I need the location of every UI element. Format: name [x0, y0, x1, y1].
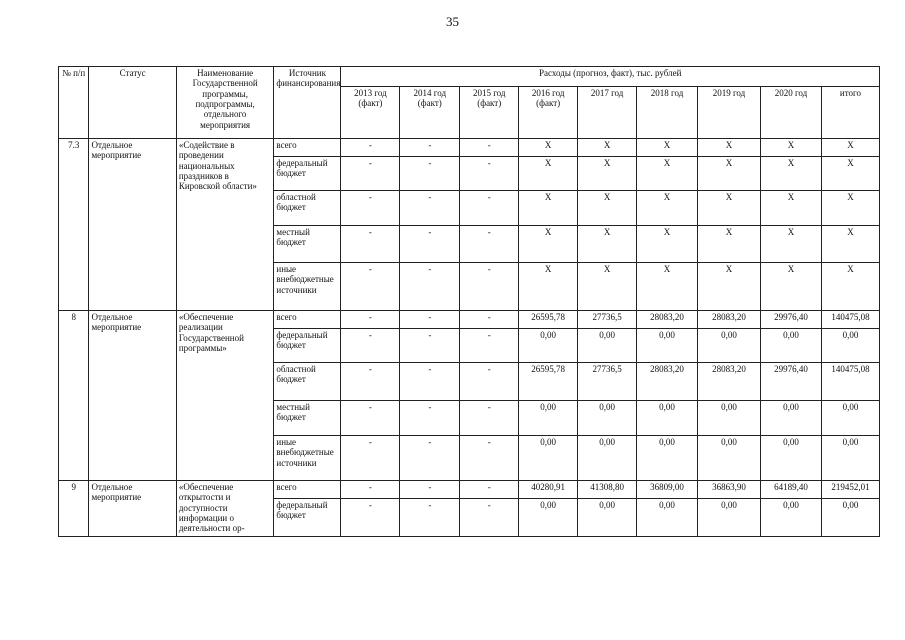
value-cell: - — [341, 139, 400, 157]
value-cell: 0,00 — [519, 499, 578, 537]
row-number: 7.3 — [59, 139, 89, 311]
value-cell: 29976,40 — [760, 363, 821, 401]
value-cell: X — [519, 157, 578, 191]
page-number: 35 — [446, 14, 459, 29]
value-cell: - — [341, 499, 400, 537]
value-cell: X — [519, 226, 578, 263]
header-num: № п/п — [59, 67, 89, 139]
value-cell: - — [341, 191, 400, 226]
funding-source-cell: иные внебюджетные источники — [274, 436, 341, 481]
value-cell: X — [698, 263, 761, 311]
value-cell: 0,00 — [519, 401, 578, 436]
status-cell: Отдельное мероприятие — [89, 481, 176, 537]
value-cell: X — [760, 191, 821, 226]
status-cell: Отдельное мероприятие — [89, 311, 176, 481]
value-cell: 0,00 — [637, 329, 698, 363]
value-cell: 0,00 — [578, 401, 637, 436]
value-cell: X — [519, 191, 578, 226]
value-cell: 28083,20 — [637, 311, 698, 329]
value-cell: 0,00 — [637, 499, 698, 537]
total-cell: X — [821, 226, 879, 263]
value-cell: X — [578, 139, 637, 157]
value-cell: X — [578, 226, 637, 263]
value-cell: 0,00 — [698, 401, 761, 436]
value-cell: 0,00 — [698, 436, 761, 481]
total-cell: X — [821, 191, 879, 226]
value-cell: X — [698, 139, 761, 157]
header-year: 2020 год — [760, 87, 821, 139]
value-cell: - — [460, 139, 519, 157]
value-cell: X — [698, 157, 761, 191]
header-expenses: Расходы (прогноз, факт), тыс. рублей — [341, 67, 880, 87]
value-cell: 64189,40 — [760, 481, 821, 499]
header-year: 2017 год — [578, 87, 637, 139]
header-year: 2016 год (факт) — [519, 87, 578, 139]
program-name-cell: «Содействие в проведении национальных праздников в Кировской области» — [176, 139, 274, 311]
value-cell: 26595,78 — [519, 363, 578, 401]
funding-source-cell: федеральный бюджет — [274, 329, 341, 363]
funding-source-cell: областной бюджет — [274, 191, 341, 226]
value-cell: - — [460, 191, 519, 226]
budget-table — [58, 66, 880, 537]
value-cell: - — [460, 481, 519, 499]
total-cell: 140475,08 — [821, 363, 879, 401]
funding-source-cell: федеральный бюджет — [274, 157, 341, 191]
value-cell: - — [341, 311, 400, 329]
value-cell: 28083,20 — [698, 363, 761, 401]
value-cell: - — [400, 401, 460, 436]
value-cell: - — [460, 263, 519, 311]
value-cell: X — [578, 191, 637, 226]
header-source: Источник финансирования — [274, 67, 341, 139]
header-year: 2013 год (факт) — [341, 87, 400, 139]
value-cell: X — [519, 139, 578, 157]
total-cell: X — [821, 263, 879, 311]
total-cell: X — [821, 157, 879, 191]
value-cell: 0,00 — [578, 436, 637, 481]
value-cell: - — [400, 263, 460, 311]
value-cell: - — [460, 436, 519, 481]
funding-source-cell: местный бюджет — [274, 401, 341, 436]
value-cell: - — [400, 329, 460, 363]
value-cell: 36863,90 — [698, 481, 761, 499]
header-total: итого — [821, 87, 879, 139]
value-cell: 0,00 — [519, 329, 578, 363]
value-cell: X — [637, 263, 698, 311]
value-cell: - — [400, 226, 460, 263]
value-cell: 0,00 — [637, 436, 698, 481]
value-cell: X — [519, 263, 578, 311]
funding-source-cell: областной бюджет — [274, 363, 341, 401]
total-cell: 0,00 — [821, 436, 879, 481]
row-number: 9 — [59, 481, 89, 537]
header-year: 2018 год — [637, 87, 698, 139]
value-cell: - — [460, 311, 519, 329]
table-row — [59, 481, 880, 499]
value-cell: - — [400, 499, 460, 537]
funding-source-cell: местный бюджет — [274, 226, 341, 263]
table-row — [59, 139, 880, 157]
program-name-cell: «Обеспечение реализации Государственной программы» — [176, 311, 274, 481]
value-cell: - — [341, 157, 400, 191]
header-year: 2015 год (факт) — [460, 87, 519, 139]
header-year: 2019 год — [698, 87, 761, 139]
value-cell: - — [341, 329, 400, 363]
funding-source-cell: всего — [274, 481, 341, 499]
funding-source-cell: иные внебюджетные источники — [274, 263, 341, 311]
value-cell: - — [460, 401, 519, 436]
value-cell: - — [400, 157, 460, 191]
value-cell: 0,00 — [760, 401, 821, 436]
value-cell: X — [760, 157, 821, 191]
value-cell: 0,00 — [698, 499, 761, 537]
funding-source-cell: всего — [274, 311, 341, 329]
status-cell: Отдельное мероприятие — [89, 139, 176, 311]
value-cell: X — [637, 157, 698, 191]
value-cell: 0,00 — [637, 401, 698, 436]
value-cell: 0,00 — [698, 329, 761, 363]
value-cell: X — [637, 139, 698, 157]
value-cell: 0,00 — [578, 499, 637, 537]
value-cell: 0,00 — [760, 436, 821, 481]
value-cell: 0,00 — [760, 499, 821, 537]
funding-source-cell: всего — [274, 139, 341, 157]
value-cell: - — [460, 226, 519, 263]
value-cell: 27736,5 — [578, 311, 637, 329]
program-name-cell: «Обеспечение открытости и доступности информации о деятельности ор- — [176, 481, 274, 537]
value-cell: - — [460, 363, 519, 401]
value-cell: 27736,5 — [578, 363, 637, 401]
value-cell: 28083,20 — [637, 363, 698, 401]
value-cell: 29976,40 — [760, 311, 821, 329]
row-number: 8 — [59, 311, 89, 481]
header-status: Статус — [89, 67, 176, 139]
value-cell: X — [578, 157, 637, 191]
value-cell: X — [637, 191, 698, 226]
total-cell: 140475,08 — [821, 311, 879, 329]
value-cell: X — [760, 263, 821, 311]
total-cell: X — [821, 139, 879, 157]
value-cell: - — [341, 363, 400, 401]
value-cell: - — [400, 481, 460, 499]
value-cell: - — [341, 401, 400, 436]
value-cell: X — [637, 226, 698, 263]
value-cell: - — [400, 191, 460, 226]
value-cell: - — [341, 263, 400, 311]
total-cell: 0,00 — [821, 329, 879, 363]
value-cell: X — [760, 226, 821, 263]
value-cell: - — [341, 226, 400, 263]
funding-source-cell: федеральный бюджет — [274, 499, 341, 537]
value-cell: X — [760, 139, 821, 157]
header-name: Наименование Государственной программы, подпрограммы, отдельного мероприятия — [176, 67, 274, 139]
total-cell: 219452,01 — [821, 481, 879, 499]
value-cell: X — [578, 263, 637, 311]
value-cell: 0,00 — [519, 436, 578, 481]
value-cell: 40280,91 — [519, 481, 578, 499]
value-cell: 0,00 — [578, 329, 637, 363]
value-cell: - — [341, 481, 400, 499]
value-cell: - — [400, 311, 460, 329]
value-cell: 28083,20 — [698, 311, 761, 329]
value-cell: - — [400, 139, 460, 157]
value-cell: - — [400, 436, 460, 481]
value-cell: X — [698, 191, 761, 226]
header-year: 2014 год (факт) — [400, 87, 460, 139]
value-cell: X — [698, 226, 761, 263]
value-cell: - — [400, 363, 460, 401]
value-cell: - — [460, 157, 519, 191]
total-cell: 0,00 — [821, 499, 879, 537]
value-cell: 36809,00 — [637, 481, 698, 499]
value-cell: - — [341, 436, 400, 481]
value-cell: 0,00 — [760, 329, 821, 363]
value-cell: 41308,80 — [578, 481, 637, 499]
value-cell: 26595,78 — [519, 311, 578, 329]
table-row — [59, 311, 880, 329]
value-cell: - — [460, 329, 519, 363]
value-cell: - — [460, 499, 519, 537]
total-cell: 0,00 — [821, 401, 879, 436]
